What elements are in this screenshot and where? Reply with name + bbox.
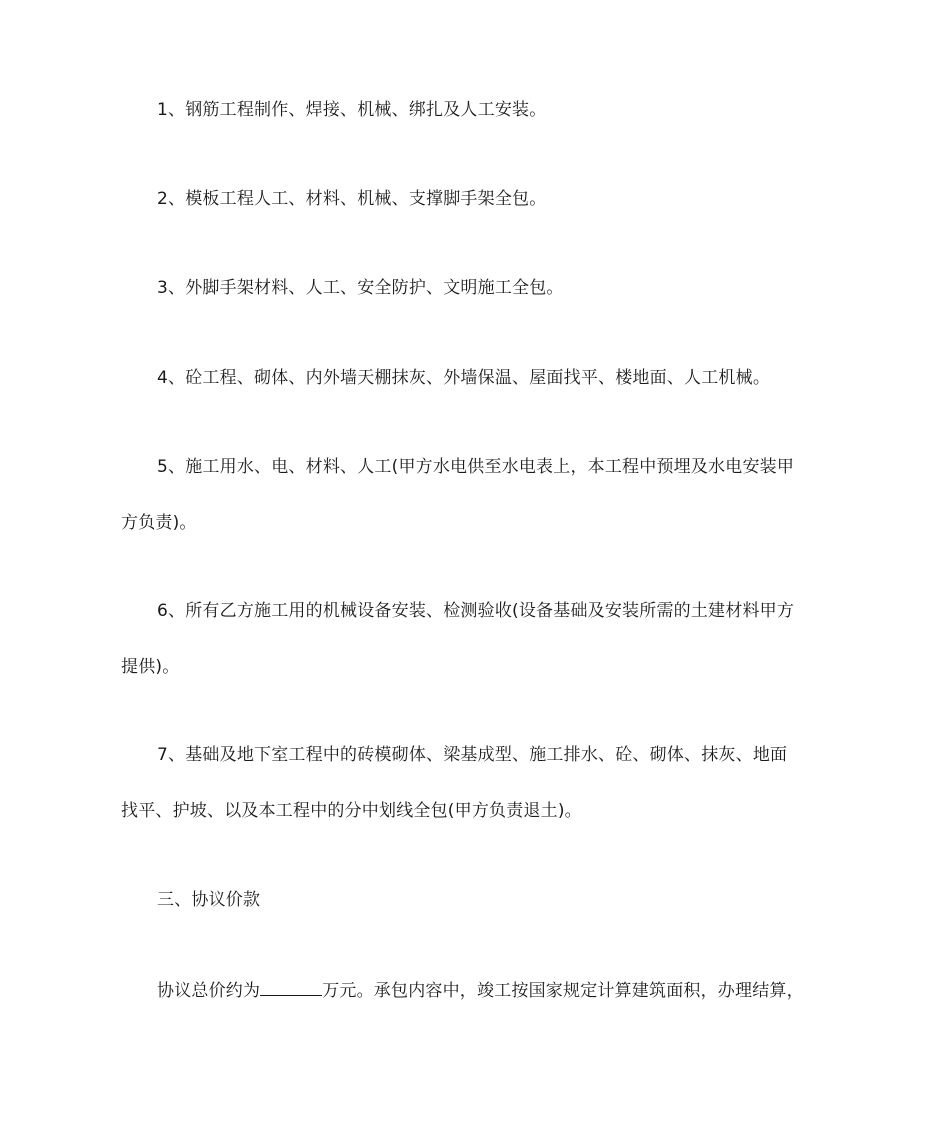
clause-4: 4、砼工程、砌体、内外墙天棚抹灰、外墙保温、屋面找平、楼地面、人工机械。	[157, 368, 771, 388]
clause-3: 3、外脚手架材料、人工、安全防护、文明施工全包。	[157, 278, 564, 298]
section-heading: 三、协议价款	[157, 890, 261, 910]
price-clause	[157, 979, 804, 1002]
price-clause-prefix: 协议总价约为	[157, 981, 261, 1001]
clause-2: 2、模板工程人工、材料、机械、支撑脚手架全包。	[157, 189, 547, 209]
clause-6-line-2: 提供)。	[121, 657, 180, 677]
price-clause-suffix: 万元。承包内容中，竣工按国家规定计算建筑面积，办理结算，	[322, 981, 804, 1001]
clause-6-line-1: 6、所有乙方施工用的机械设备安装、检测验收(设备基础及安装所需的土建材料甲方	[157, 601, 795, 621]
clause-7-line-1: 7、基础及地下室工程中的砖模砌体、梁基成型、施工排水、砼、砌体、抹灰、地面	[157, 745, 788, 765]
clause-1: 1、钢筋工程制作、焊接、机械、绑扎及人工安装。	[157, 100, 547, 120]
price-blank-line	[260, 979, 322, 996]
clause-7-line-2: 找平、护坡、以及本工程中的分中划线全包(甲方负责退土)。	[121, 801, 582, 821]
clause-5-line-1: 5、施工用水、电、材料、人工(甲方水电供至水电表上，本工程中预埋及水电安装甲	[157, 457, 795, 477]
clause-5-line-2: 方负责)。	[121, 513, 197, 533]
